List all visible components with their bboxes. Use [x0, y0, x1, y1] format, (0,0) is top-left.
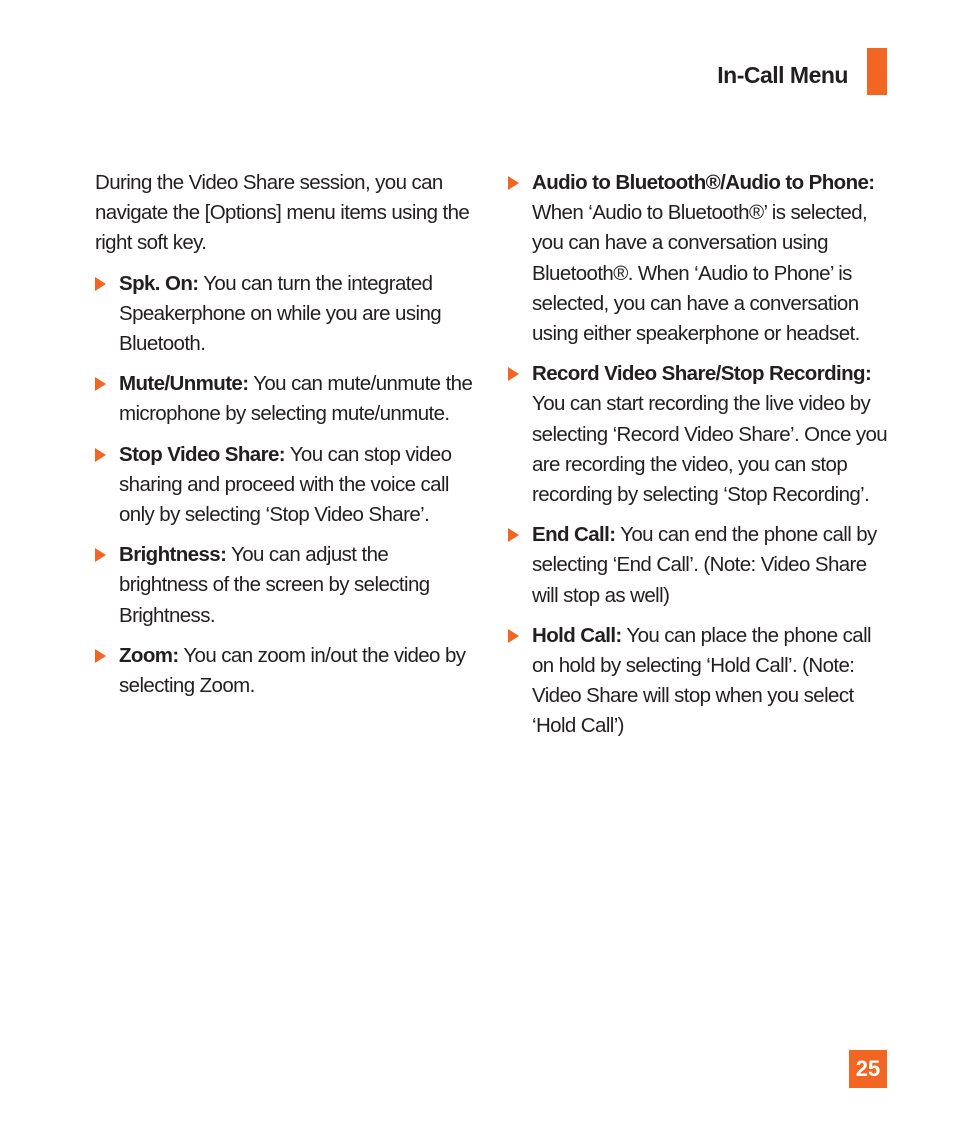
triangle-bullet-icon: [95, 548, 106, 562]
item-text: You can stop video sharing and proceed with the voice call only by selecting ‘Stop Video Share’.: [119, 442, 452, 527]
triangle-bullet-icon: [95, 448, 106, 462]
item-text: When ‘Audio to Bluetooth®’ is selected, you can have a conversation using Bluetooth®. When ‘Audio to Phone’ is selected, you can have a conversation using either speakerphone or headset.: [532, 201, 868, 346]
page-title: In-Call Menu: [717, 62, 848, 88]
triangle-bullet-icon: [95, 277, 106, 291]
item-term: Brightness:: [119, 543, 227, 567]
right-column: [508, 168, 894, 752]
item-term: Hold Call:: [532, 623, 622, 647]
item-text: You can mute/unmute the microphone by selecting mute/unmute.: [119, 372, 473, 426]
item-text: You can place the phone call on hold by selecting ‘Hold Call’. (Note: Video Share will stop when you select ‘Hold Call’): [532, 623, 871, 738]
item-term: Spk. On:: [119, 271, 199, 295]
item-term: Zoom:: [119, 643, 179, 667]
item-text: You can adjust the brightness of the screen by selecting Brightness.: [119, 543, 430, 627]
header-accent-bar: [867, 48, 887, 95]
list-item-record-video-share: [508, 359, 894, 510]
triangle-bullet-icon: [508, 367, 519, 381]
item-term: Audio to Bluetooth®/Audio to Phone:: [532, 171, 875, 194]
item-term: Record Video Share/Stop Recording:: [532, 362, 872, 386]
list-item-audio-routing: [508, 168, 894, 349]
item-term: Stop Video Share:: [119, 442, 285, 466]
item-text: You can start recording the live video by selecting ‘Record Video Share’. Once you are recording the video, you can stop recording by selecting ‘Stop Recording’.: [532, 392, 888, 507]
page-number-badge: 25: [849, 1050, 887, 1088]
list-item-brightness: [95, 540, 475, 631]
triangle-bullet-icon: [95, 377, 106, 391]
item-text: You can zoom in/out the video by selecting Zoom.: [119, 643, 466, 698]
triangle-bullet-icon: [508, 629, 519, 643]
item-text: You can turn the integrated Speakerphone on while you are using Bluetooth.: [119, 271, 442, 356]
triangle-bullet-icon: [508, 176, 519, 190]
triangle-bullet-icon: [95, 649, 106, 663]
list-item-end-call: [508, 520, 894, 611]
left-column: [95, 168, 475, 711]
item-text: You can end the phone call by selecting ‘End Call’. (Note: Video Share will stop as well): [532, 523, 877, 607]
list-item-zoom: [95, 641, 475, 701]
list-item-hold-call: [508, 621, 894, 742]
item-term: End Call:: [532, 523, 616, 547]
list-item-stop-video-share: [95, 440, 475, 531]
list-item-mute-unmute: [95, 369, 475, 429]
list-item-spk-on: [95, 269, 475, 360]
intro-paragraph: During the Video Share session, you can navigate the [Options] menu items using the right soft key.: [95, 171, 470, 255]
triangle-bullet-icon: [508, 528, 519, 542]
item-term: Mute/Unmute:: [119, 372, 249, 396]
